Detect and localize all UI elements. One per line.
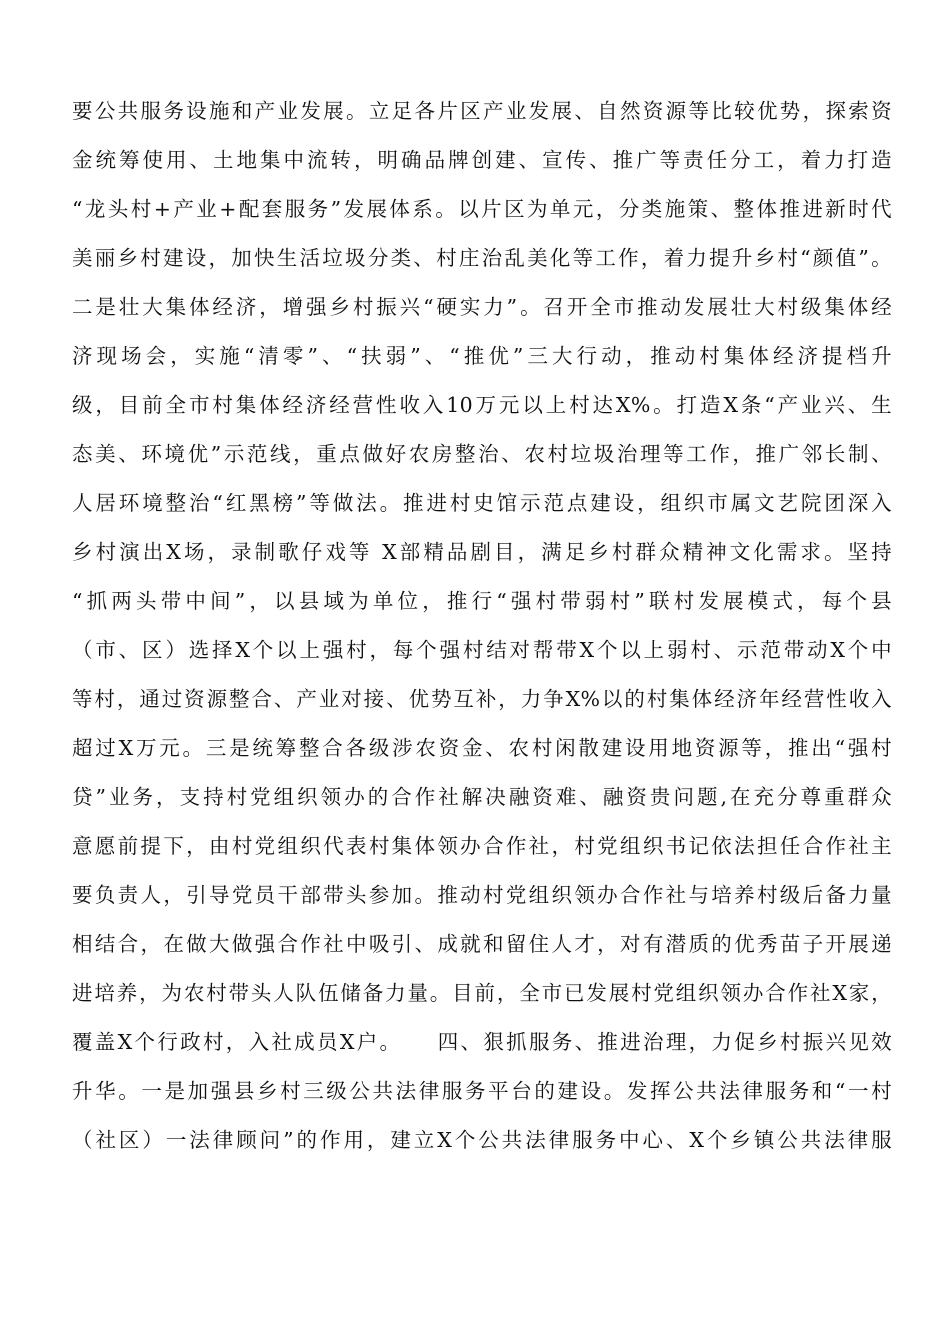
text-line: （市、区）选择X个以上强村，每个强村结对帮带X个以上弱村、示范带动X个中 xyxy=(72,638,892,662)
text-line: 等村，通过资源整合、产业对接、优势互补，力争X%以的村集体经济年经营性收入 xyxy=(72,687,892,711)
text-line: “抓两头带中间”，以县域为单位，推行“强村带弱村”联村发展模式，每个县 xyxy=(72,589,892,613)
text-line: 人居环境整治“红黑榜”等做法。推进村史馆示范点建设，组织市属文艺院团深入 xyxy=(72,491,892,515)
text-line: 升华。一是加强县乡村三级公共法律服务平台的建设。发挥公共法律服务和“一村 xyxy=(72,1079,892,1103)
text-line: 金统筹使用、土地集中流转，明确品牌创建、宣传、推广等责任分工，着力打造 xyxy=(72,148,892,172)
text-line: 覆盖X个行政村，入社成员X户。 四、狠抓服务、推进治理，力促乡村振兴见效 xyxy=(72,1030,892,1054)
text-line: “龙头村+产业+配套服务”发展体系。以片区为单元，分类施策、整体推进新时代 xyxy=(72,197,892,221)
text-line: 意愿前提下，由村党组织代表村集体领办合作社，村党组织书记依法担任合作社主 xyxy=(72,834,892,858)
text-line: 超过X万元。三是统筹整合各级涉农资金、农村闲散建设用地资源等，推出“强村 xyxy=(72,736,892,760)
text-line: 相结合，在做大做强合作社中吸引、成就和留住人才，对有潜质的优秀苗子开展递 xyxy=(72,932,892,956)
text-line: （社区）一法律顾问”的作用，建立X个公共法律服务中心、X个乡镇公共法律服 xyxy=(72,1128,892,1152)
text-line: 态美、环境优”示范线，重点做好农房整治、农村垃圾治理等工作，推广邻长制、 xyxy=(72,442,892,466)
body-text xyxy=(72,87,892,1165)
text-line: 进培养，为农村带头人队伍储备力量。目前，全市已发展村党组织领办合作社X家， xyxy=(72,981,892,1005)
text-line: 美丽乡村建设，加快生活垃圾分类、村庄治乱美化等工作，着力提升乡村“颜值”。 xyxy=(72,246,892,270)
text-line: 贷”业务，支持村党组织领办的合作社解决融资难、融资贵问题,在充分尊重群众 xyxy=(72,785,892,809)
text-line: 要公共服务设施和产业发展。立足各片区产业发展、自然资源等比较优势，探索资 xyxy=(72,99,892,123)
text-line: 级，目前全市村集体经济经营性收入10万元以上村达X%。打造X条“产业兴、生 xyxy=(72,393,892,417)
text-line: 济现场会，实施“清零”、“扶弱”、“推优”三大行动，推动村集体经济提档升 xyxy=(72,344,892,368)
text-line: 要负责人，引导党员干部带头参加。推动村党组织领办合作社与培养村级后备力量 xyxy=(72,883,892,907)
text-line: 乡村演出X场，录制歌仔戏等 X部精品剧目，满足乡村群众精神文化需求。坚持 xyxy=(72,540,892,564)
text-line: 二是壮大集体经济，增强乡村振兴“硬实力”。召开全市推动发展壮大村级集体经 xyxy=(72,295,892,319)
